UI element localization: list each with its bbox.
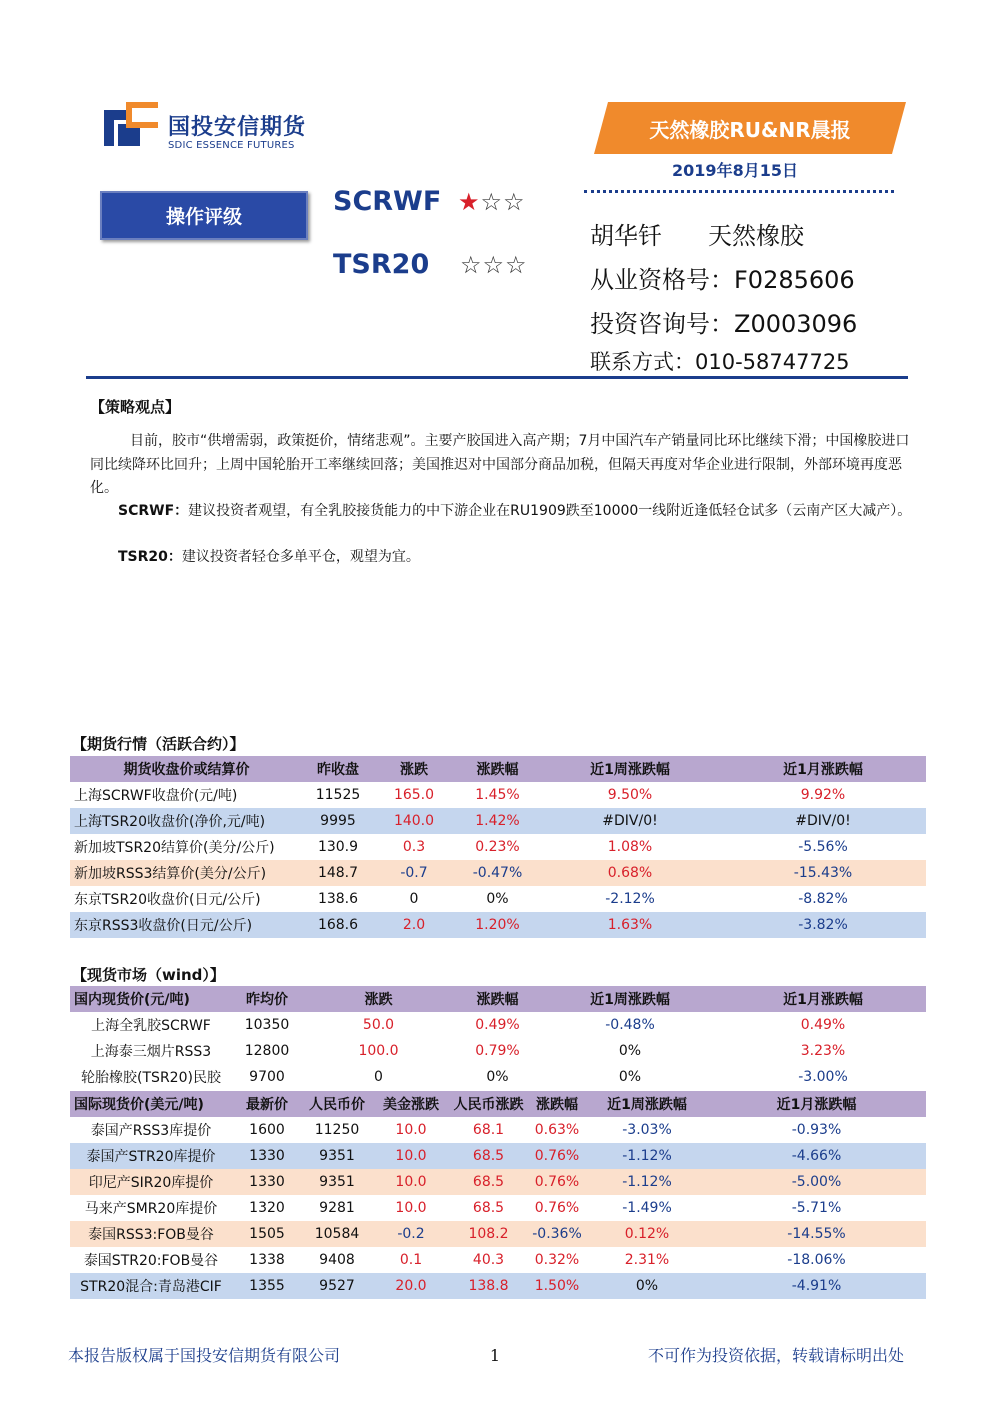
row-label: 泰国STR20:FOB曼谷 (70, 1247, 232, 1273)
cell: 1.20% (455, 912, 540, 938)
strategy-paragraph-1 (90, 430, 912, 501)
table-row (70, 1038, 926, 1064)
cell: 0.1 (372, 1247, 450, 1273)
cell: 11525 (303, 782, 373, 808)
cell: 168.6 (303, 912, 373, 938)
cell: 140.0 (373, 808, 455, 834)
strategy-paragraph-3 (90, 546, 912, 570)
cell: -4.66% (707, 1143, 926, 1169)
futures-table (70, 756, 926, 938)
cell: 1.45% (455, 782, 540, 808)
cell: -5.71% (707, 1195, 926, 1221)
cell: -3.00% (720, 1064, 926, 1090)
row-label: 上海SCRWF收盘价(元/吨) (70, 782, 303, 808)
cell: 165.0 (373, 782, 455, 808)
cell: -2.12% (540, 886, 720, 912)
cell: 9527 (302, 1273, 372, 1299)
col-header: 最新价 (232, 1091, 302, 1117)
cell: 9351 (302, 1143, 372, 1169)
col-header: 美金涨跌 (372, 1091, 450, 1117)
cell: 2.0 (373, 912, 455, 938)
cell: 0.32% (527, 1247, 587, 1273)
analyst-contact: 联系方式：010-58747725 (590, 350, 850, 374)
row-label: 上海泰三烟片RSS3 (70, 1038, 232, 1064)
table-row (70, 1247, 926, 1273)
spot-intl-table (70, 1091, 926, 1299)
cell: 10350 (232, 1012, 302, 1038)
cell: 68.5 (450, 1195, 527, 1221)
rating-label-box (100, 191, 308, 240)
cell: 108.2 (450, 1221, 527, 1247)
dotted-divider (584, 190, 894, 193)
row-label: 东京RSS3收盘价(日元/公斤) (70, 912, 303, 938)
cell: 68.5 (450, 1169, 527, 1195)
strategy-kw-tsr20: TSR20： (118, 549, 182, 565)
cell: -0.2 (372, 1221, 450, 1247)
analyst-license: 从业资格号：F0285606 (590, 266, 855, 294)
product-name-tsr20: TSR20 (333, 249, 430, 280)
strategy-paragraph-2 (90, 500, 912, 524)
cell: -5.00% (707, 1169, 926, 1195)
cell: 0.76% (527, 1143, 587, 1169)
cell: 68.5 (450, 1143, 527, 1169)
product-name-scrwf: SCRWF (333, 186, 442, 217)
col-header: 近1月涨跌幅 (707, 1091, 926, 1117)
cell: 0% (540, 1038, 720, 1064)
analyst-consult-number: 投资咨询号：Z0003096 (590, 310, 858, 338)
cell: -1.49% (587, 1195, 707, 1221)
col-header: 国内现货价(元/吨) (70, 986, 232, 1012)
cell: 0% (587, 1273, 707, 1299)
company-name-cn: 国投安信期货 (168, 115, 307, 140)
table-row (70, 834, 926, 860)
cell: -15.43% (720, 860, 926, 886)
report-date: 2019年8月15日 (672, 161, 798, 180)
star-empty-icon: ☆☆☆ (460, 251, 528, 279)
table-row (70, 860, 926, 886)
row-label: 泰国RSS3:FOB曼谷 (70, 1221, 232, 1247)
cell: 1505 (232, 1221, 302, 1247)
cell: 0.79% (455, 1038, 540, 1064)
cell: 1.63% (540, 912, 720, 938)
cell: 9408 (302, 1247, 372, 1273)
cell: 1338 (232, 1247, 302, 1273)
col-header: 涨跌 (373, 756, 455, 782)
strategy-kw-scrwf: SCRWF： (118, 503, 189, 519)
cell: -1.12% (587, 1169, 707, 1195)
star-filled-icon: ★ (458, 188, 481, 216)
spot-domestic-header-row (70, 986, 926, 1012)
cell: -0.93% (707, 1117, 926, 1143)
cell: -14.55% (707, 1221, 926, 1247)
col-header: 期货收盘价或结算价 (70, 756, 303, 782)
cell: 1.42% (455, 808, 540, 834)
cell: 0.49% (720, 1012, 926, 1038)
strategy-text-2: 建议投资者观望，有全乳胶接货能力的中下游企业在RU1909跌至10000一线附近逢低轻仓试多（云南产区大减产）。 (188, 503, 912, 519)
cell: 0% (455, 1064, 540, 1090)
col-header: 近1周涨跌幅 (540, 756, 720, 782)
table-row (70, 1064, 926, 1090)
cell: 10.0 (372, 1195, 450, 1221)
row-label: 上海全乳胶SCRWF (70, 1012, 232, 1038)
page-number: 1 (489, 1346, 501, 1365)
row-label: 东京TSR20收盘价(日元/公斤) (70, 886, 303, 912)
company-logo-icon (104, 102, 158, 150)
cell: 0% (455, 886, 540, 912)
futures-title: 【期货行情（活跃合约）】 (72, 735, 245, 753)
cell: 0.12% (587, 1221, 707, 1247)
cell: #DIV/0! (720, 808, 926, 834)
cell: -3.03% (587, 1117, 707, 1143)
cell: -0.48% (540, 1012, 720, 1038)
cell: 100.0 (302, 1038, 455, 1064)
spot-title: 【现货市场（wind）】 (72, 966, 225, 984)
cell: -8.82% (720, 886, 926, 912)
cell: 1320 (232, 1195, 302, 1221)
table-row (70, 808, 926, 834)
col-header: 涨跌幅 (455, 756, 540, 782)
cell: 12800 (232, 1038, 302, 1064)
cell: 11250 (302, 1117, 372, 1143)
cell: -5.56% (720, 834, 926, 860)
cell: 10.0 (372, 1143, 450, 1169)
cell: 50.0 (302, 1012, 455, 1038)
row-label: 轮胎橡胶(TSR20)民胶 (70, 1064, 232, 1090)
cell: 0 (302, 1064, 455, 1090)
table-row (70, 1273, 926, 1299)
cell: 0.23% (455, 834, 540, 860)
col-header: 国际现货价(美元/吨) (70, 1091, 232, 1117)
header-divider (86, 376, 908, 379)
cell: 0.49% (455, 1012, 540, 1038)
row-label: 印尼产SIR20库提价 (70, 1169, 232, 1195)
star-empty-icon: ☆☆ (480, 188, 526, 216)
futures-header-row (70, 756, 926, 782)
col-header: 近1月涨跌幅 (720, 756, 926, 782)
cell: 0.68% (540, 860, 720, 886)
cell: -3.82% (720, 912, 926, 938)
cell: 10.0 (372, 1169, 450, 1195)
cell: 40.3 (450, 1247, 527, 1273)
cell: 148.7 (303, 860, 373, 886)
cell: -0.7 (373, 860, 455, 886)
col-header: 涨跌幅 (527, 1091, 587, 1117)
col-header: 近1月涨跌幅 (720, 986, 926, 1012)
table-row (70, 782, 926, 808)
cell: 138.6 (303, 886, 373, 912)
cell: 1330 (232, 1169, 302, 1195)
table-row (70, 1117, 926, 1143)
strategy-title: 【策略观点】 (90, 398, 181, 416)
cell: -18.06% (707, 1247, 926, 1273)
analyst-name: 胡华钎 (590, 222, 662, 250)
cell: 9995 (303, 808, 373, 834)
col-header: 涨跌 (302, 986, 455, 1012)
col-header: 昨收盘 (303, 756, 373, 782)
table-row (70, 1195, 926, 1221)
footer-disclaimer: 不可作为投资依据，转载请标明出处 (648, 1346, 905, 1365)
rating-label: 操作评级 (165, 206, 242, 228)
cell: #DIV/0! (540, 808, 720, 834)
cell: 1.08% (540, 834, 720, 860)
table-row (70, 1221, 926, 1247)
cell: -4.91% (707, 1273, 926, 1299)
cell: 9281 (302, 1195, 372, 1221)
table-row (70, 1169, 926, 1195)
table-row (70, 1143, 926, 1169)
cell: 0.76% (527, 1169, 587, 1195)
cell: 9.50% (540, 782, 720, 808)
table-row (70, 1012, 926, 1038)
cell: 9.92% (720, 782, 926, 808)
strategy-text-1: 目前，胶市“供增需弱，政策挺价，情绪悲观”。主要产胶国进入高产期；7月中国汽车产销量同比环比继续下滑；中国橡胶进口同比续降环比回升；上周中国轮胎开工率继续回落；美国推迟对中国部分商品加税，但隔天再度对华企业进行限制，外部环境再度恶化。 (90, 433, 910, 496)
cell: 9700 (232, 1064, 302, 1090)
row-label: 泰国产RSS3库提价 (70, 1117, 232, 1143)
row-label: 上海TSR20收盘价(净价,元/吨) (70, 808, 303, 834)
cell: 1330 (232, 1143, 302, 1169)
col-header: 人民币价 (302, 1091, 372, 1117)
cell: 0.3 (373, 834, 455, 860)
row-label: 新加坡RSS3结算价(美分/公斤) (70, 860, 303, 886)
company-name-en: SDIC ESSENCE FUTURES (168, 140, 295, 151)
cell: 2.31% (587, 1247, 707, 1273)
cell: -1.12% (587, 1143, 707, 1169)
col-header: 人民币涨跌 (450, 1091, 527, 1117)
cell: 0 (373, 886, 455, 912)
col-header: 涨跌幅 (455, 986, 540, 1012)
cell: 1355 (232, 1273, 302, 1299)
analyst-field: 天然橡胶 (708, 222, 804, 250)
spot-intl-header-row (70, 1091, 926, 1117)
cell: 0.63% (527, 1117, 587, 1143)
cell: 10584 (302, 1221, 372, 1247)
col-header: 近1周涨跌幅 (587, 1091, 707, 1117)
cell: 0.76% (527, 1195, 587, 1221)
cell: 130.9 (303, 834, 373, 860)
table-row (70, 912, 926, 938)
cell: 3.23% (720, 1038, 926, 1064)
row-label: 泰国产STR20库提价 (70, 1143, 232, 1169)
cell: 68.1 (450, 1117, 527, 1143)
cell: 1600 (232, 1117, 302, 1143)
report-title: 天然橡胶RU&NR晨报 (649, 117, 851, 142)
cell: 10.0 (372, 1117, 450, 1143)
rating-stars-scrwf (458, 188, 526, 216)
footer-copyright: 本报告版权属于国投安信期货有限公司 (68, 1346, 341, 1365)
cell: 20.0 (372, 1273, 450, 1299)
cell: 9351 (302, 1169, 372, 1195)
cell: 138.8 (450, 1273, 527, 1299)
spot-domestic-table (70, 986, 926, 1090)
row-label: STR20混合:青岛港CIF (70, 1273, 232, 1299)
row-label: 新加坡TSR20结算价(美分/公斤) (70, 834, 303, 860)
cell: 1.50% (527, 1273, 587, 1299)
rating-stars-tsr20 (460, 251, 528, 279)
cell: -0.47% (455, 860, 540, 886)
col-header: 昨均价 (232, 986, 302, 1012)
cell: 0% (540, 1064, 720, 1090)
table-row (70, 886, 926, 912)
row-label: 马来产SMR20库提价 (70, 1195, 232, 1221)
cell: -0.36% (527, 1221, 587, 1247)
col-header: 近1周涨跌幅 (540, 986, 720, 1012)
strategy-text-3: 建议投资者轻仓多单平仓，观望为宜。 (181, 549, 420, 565)
